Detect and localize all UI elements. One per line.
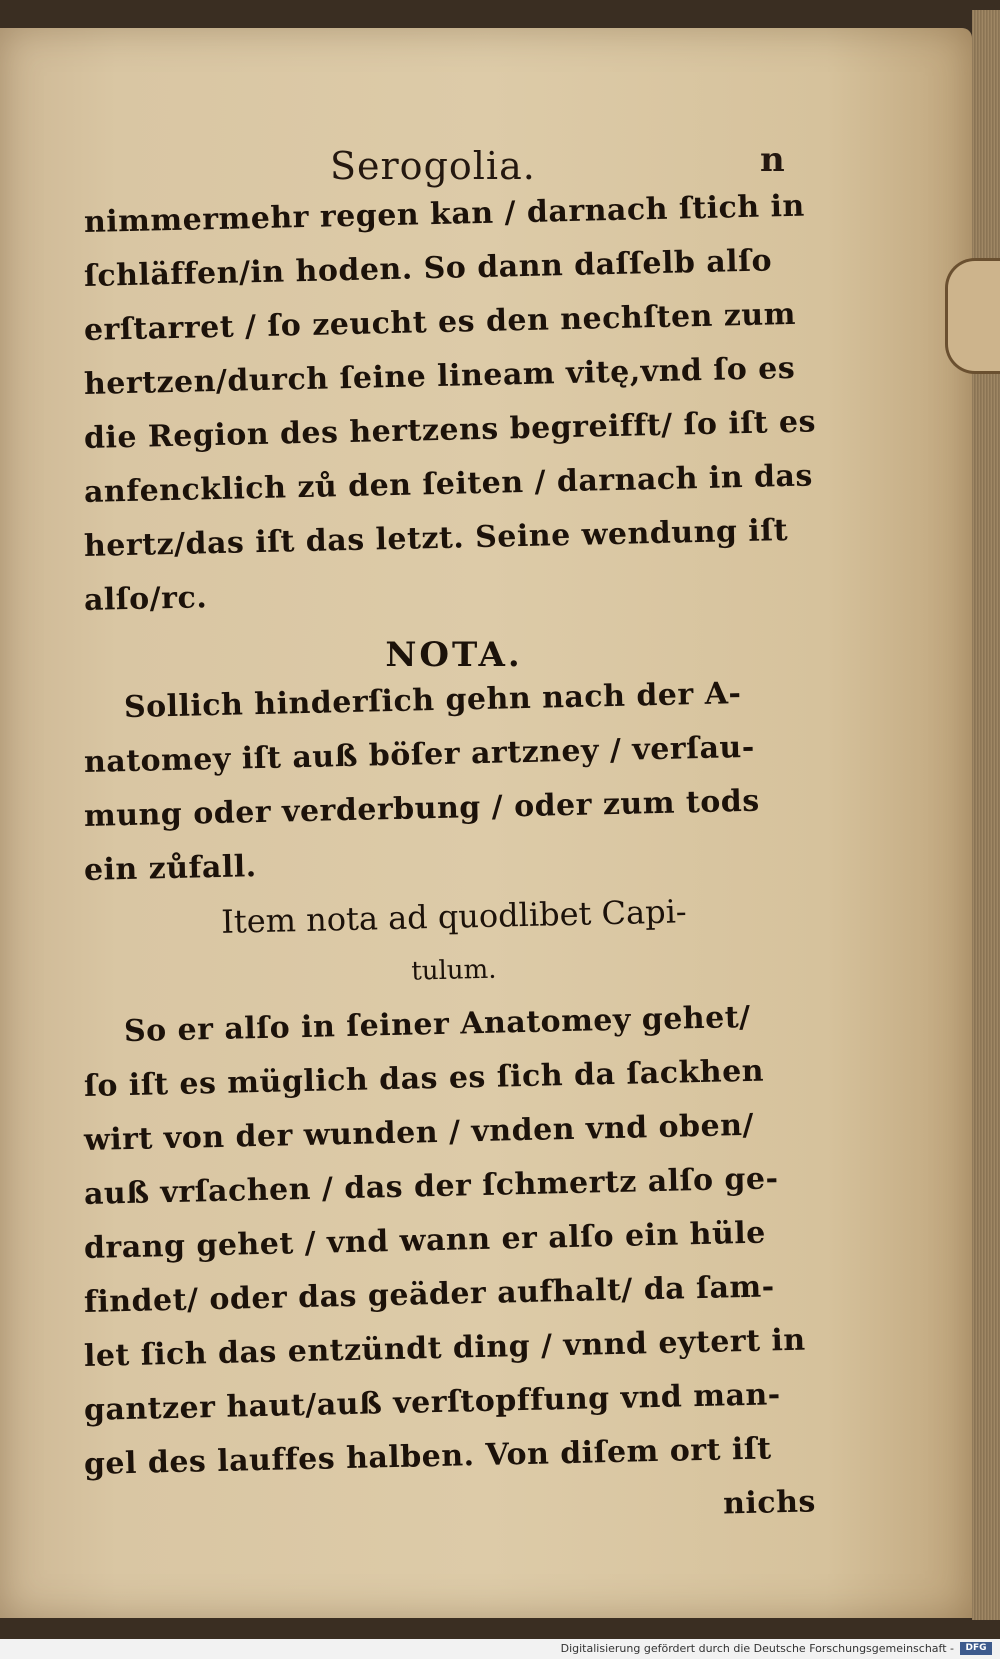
- page-tab-marker: [945, 258, 1000, 374]
- dfg-logo: DFG: [960, 1642, 992, 1655]
- page-edge: [972, 10, 1000, 1620]
- running-title: Serogolia.: [330, 144, 536, 188]
- book-page: [0, 28, 972, 1618]
- text-line: natomey iſt auß böſer artzney / verſau-: [83, 729, 756, 780]
- text-line: findet/ oder das geäder aufhalt/ da ſam-: [83, 1269, 775, 1320]
- text-line: alſo/rc.: [83, 580, 208, 618]
- text-line: hertzen/durch ſeine lineam vitę,vnd ſo es: [83, 350, 796, 402]
- nota-heading: NOTA.: [385, 635, 523, 675]
- text-line: auß vrſachen / das der ſchmertz alſo ge-: [83, 1161, 779, 1212]
- folio-number: n: [760, 140, 785, 180]
- funding-credit: Digitalisierung gefördert durch die Deutsche Forschungsgemeinschaft -: [560, 1642, 954, 1655]
- text-line: let ſich das entzündt ding / vnnd eytert in: [83, 1322, 807, 1374]
- text-line: drang gehet / vnd wann er alſo ein hüle: [83, 1215, 767, 1266]
- text-line: nimmermehr regen kan / darnach ſtich in: [83, 188, 806, 240]
- text-line: Sollich hinderſich gehn nach der A-: [123, 676, 742, 726]
- text-block: [83, 188, 824, 1546]
- text-line: erſtarret / ſo zeucht es den nechſten zum: [83, 296, 797, 348]
- text-line: ſo iſt es müglich das es ſich da ſackhen: [83, 1053, 765, 1104]
- item-heading-line: tulum.: [410, 954, 497, 987]
- text-line: mung oder verderbung / oder zum tods: [83, 783, 761, 834]
- text-line: ein zůfall.: [83, 849, 258, 888]
- text-line: ſchläffen/in hoden. So dann daſſelb alſo: [83, 243, 773, 294]
- text-line: die Region des hertzens begreifft/ ſo iſt es: [83, 404, 817, 456]
- catchword: nichs: [722, 1484, 817, 1522]
- footer-bar: [0, 1639, 1000, 1659]
- item-heading-line: Item nota ad quodlibet Capi-: [220, 892, 688, 941]
- text-line: hertz/das iſt das letzt. Seine wendung iſt: [83, 513, 789, 564]
- text-line: wirt von der wunden / vnden vnd oben/: [83, 1107, 755, 1158]
- text-line: gantzer haut/auß verſtopffung vnd man-: [83, 1377, 782, 1428]
- text-line: gel des lauffes halben. Von diſem ort iſt: [83, 1431, 772, 1482]
- text-line: So er alſo in ſeiner Anatomey gehet/: [123, 999, 751, 1050]
- text-line: anfencklich zů den ſeiten / darnach in das: [83, 458, 814, 510]
